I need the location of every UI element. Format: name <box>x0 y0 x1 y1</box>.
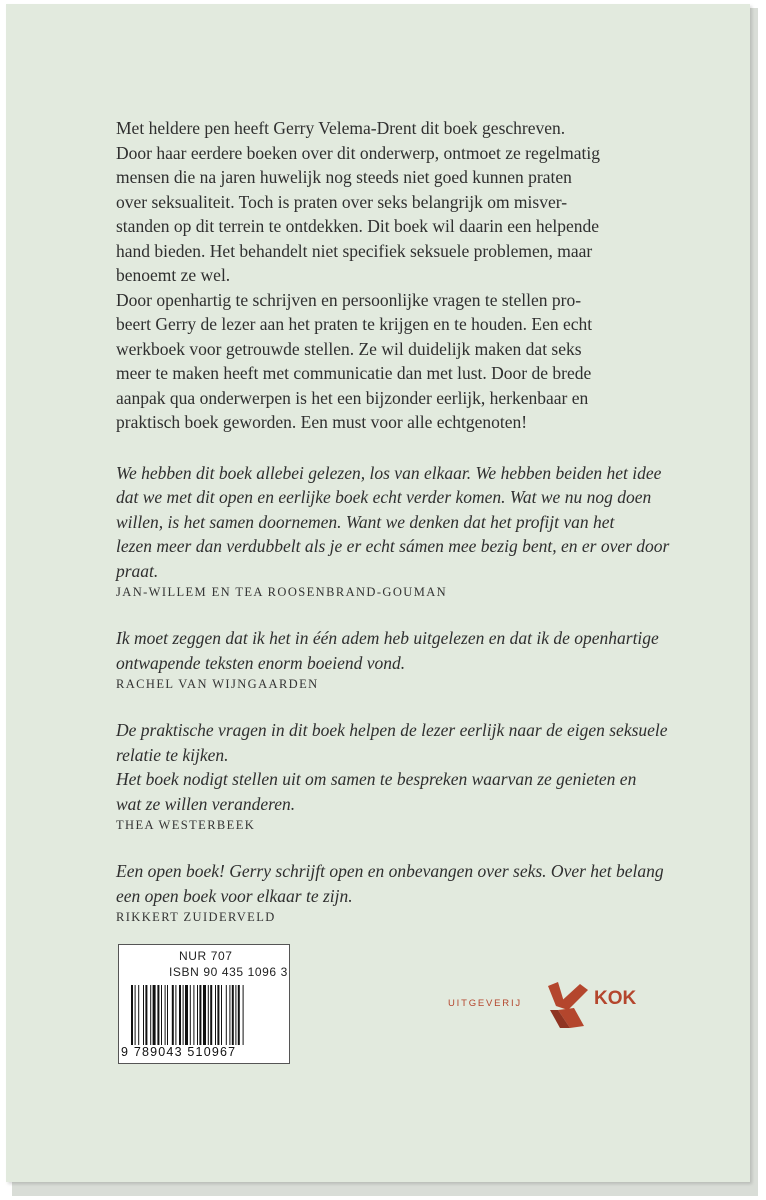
testimonial-line: relatie te kijken. <box>116 744 229 765</box>
testimonial <box>116 461 670 601</box>
testimonial-author: RIKKERT ZUIDERVELD <box>116 910 276 924</box>
blurb-line: meer te maken heeft met communicatie dan met lust. Door de brede <box>116 363 592 383</box>
blurb-line: beert Gerry de lezer aan het praten te krijgen en te houden. Een echt <box>116 314 593 334</box>
publisher-logo <box>448 978 658 1034</box>
blurb-line: Met heldere pen heeft Gerry Velema-Drent dit boek geschreven. <box>116 118 566 138</box>
blurb-line: mensen die na jaren huwelijk nog steeds niet goed kunnen praten <box>116 167 572 187</box>
barcode-label <box>118 944 290 1064</box>
barcode-bars <box>131 985 283 1045</box>
blurb <box>116 116 656 435</box>
testimonial-author: RACHEL VAN WIJNGAARDEN <box>116 677 319 691</box>
testimonial-line: Ik moet zeggen dat ik het in één adem heb uitgelezen en dat ik de openhartige <box>116 628 659 648</box>
back-cover-text <box>116 116 670 925</box>
testimonial-line: een open boek voor elkaar te zijn. <box>116 885 353 906</box>
barcode-digits: 9 789043 510967 <box>121 1045 237 1059</box>
blurb-paragraph <box>116 116 656 435</box>
blurb-line: aanpak qua onderwerpen is het een bijzonder eerlijk, herkenbaar en <box>116 387 589 408</box>
nur-code: NUR 707 <box>179 949 233 963</box>
blurb-line: Door openhartig te schrijven en persoonlijke vragen te stellen pro- <box>116 289 582 310</box>
testimonial-line: willen, is het samen doornemen. Want we denken dat het profijt van het <box>116 511 615 532</box>
testimonial <box>116 718 668 833</box>
testimonial-line: Een open boek! Gerry schrijft open en onbevangen over seks. Over het belang <box>116 861 664 881</box>
testimonial-line: Het boek nodigt stellen uit om samen te bespreken waarvan ze genieten en <box>116 769 637 789</box>
testimonial <box>116 859 664 925</box>
testimonial-line: praat. <box>116 560 159 581</box>
testimonial-line: ontwapende teksten enorm boeiend vond. <box>116 652 406 673</box>
testimonial-line: wat ze willen veranderen. <box>116 793 296 814</box>
publisher-prefix: UITGEVERIJ <box>448 998 522 1009</box>
testimonial-line: We hebben dit boek allebei gelezen, los van elkaar. We hebben beiden het idee <box>116 462 662 483</box>
testimonial-author: JAN-WILLEM EN TEA ROOSENBRAND-GOUMAN <box>116 585 448 599</box>
blurb-line: Door haar eerdere boeken over dit onderwerp, ontmoet ze regelmatig <box>116 142 600 163</box>
testimonial-line: dat we met dit open en eerlijke boek echt verder komen. Wat we nu nog doen <box>116 487 652 507</box>
blurb-line: standen op dit terrein te ontdekken. Dit boek wil daarin een helpende <box>116 216 600 236</box>
blurb-line: over seksualiteit. Toch is praten over seks belangrijk om misver- <box>116 191 568 212</box>
isbn-number: ISBN 90 435 1096 3 <box>169 965 288 979</box>
testimonial <box>116 626 659 692</box>
testimonial-line: lezen meer dan verdubbelt als je er echt sámen mee bezig bent, en er over door <box>116 536 670 556</box>
publisher-name: KOK <box>594 988 637 1009</box>
blurb-line: benoemt ze wel. <box>116 265 231 285</box>
blurb-line: praktisch boek geworden. Een must voor alle echtgenoten! <box>116 412 528 432</box>
testimonial-author: THEA WESTERBEEK <box>116 818 256 832</box>
testimonial-line: De praktische vragen in dit boek helpen de lezer eerlijk naar de eigen seksuele <box>116 720 668 740</box>
back-cover <box>6 4 750 1182</box>
publisher-mark-icon <box>544 980 592 1030</box>
blurb-line: hand bieden. Het behandelt niet specifiek seksuele problemen, maar <box>116 240 593 261</box>
blurb-line: werkboek voor getrouwde stellen. Ze wil duidelijk maken dat seks <box>116 338 582 359</box>
